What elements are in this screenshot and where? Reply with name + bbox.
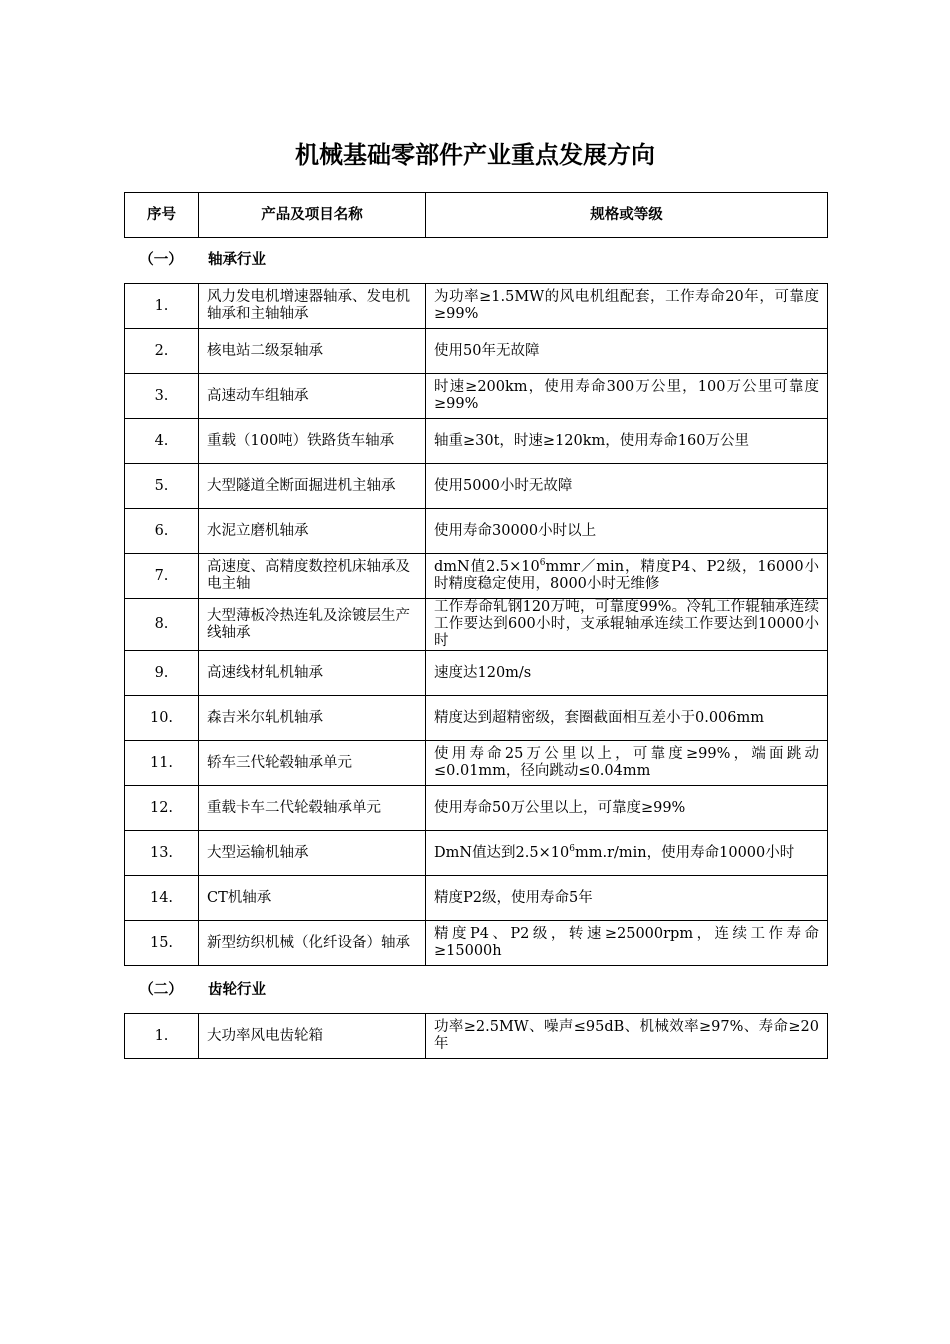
- section-name: 齿轮行业: [208, 982, 266, 998]
- spec-text-post: mmr／min，精度P4、P2级，16000小时精度稳定使用，8000小时无维修: [434, 559, 819, 592]
- row-number: 1.: [125, 284, 199, 329]
- table-row: [125, 464, 828, 509]
- row-product-name: 大型运输机轴承: [199, 831, 426, 876]
- header-row: [125, 193, 828, 238]
- row-spec: [426, 554, 828, 599]
- row-number: 11.: [125, 741, 199, 786]
- row-number: 4.: [125, 419, 199, 464]
- row-spec: 使用5000小时无故障: [426, 464, 828, 509]
- spec-text-pre: dmN值2.5×10: [434, 559, 540, 575]
- row-product-name: 大功率风电齿轮箱: [199, 1014, 426, 1059]
- section-index: （二）: [139, 982, 183, 998]
- row-product-name: 新型纺织机械（化纤设备）轴承: [199, 921, 426, 966]
- table-row: [125, 509, 828, 554]
- table-row: [125, 786, 828, 831]
- row-number: 9.: [125, 651, 199, 696]
- row-number: 12.: [125, 786, 199, 831]
- spec-exponent: 6: [569, 843, 575, 854]
- table-row: [125, 419, 828, 464]
- section-index: （一）: [139, 252, 183, 268]
- row-product-name: 高速线材轧机轴承: [199, 651, 426, 696]
- table-row: [125, 599, 828, 651]
- row-number: 15.: [125, 921, 199, 966]
- table-row: [125, 374, 828, 419]
- section-heading-gears: [124, 968, 827, 1012]
- row-product-name: 森吉米尔轧机轴承: [199, 696, 426, 741]
- row-spec: 为功率≥1.5MW的风电机组配套，工作寿命20年，可靠度≥99%: [426, 284, 828, 329]
- row-number: 2.: [125, 329, 199, 374]
- row-product-name: 重载（100吨）铁路货车轴承: [199, 419, 426, 464]
- row-number: 13.: [125, 831, 199, 876]
- row-product-name: 大型隧道全断面掘进机主轴承: [199, 464, 426, 509]
- row-number: 1.: [125, 1014, 199, 1059]
- row-spec: 速度达120m/s: [426, 651, 828, 696]
- spec-exponent: 6: [539, 558, 546, 569]
- table-row: [125, 1014, 828, 1059]
- row-product-name: 核电站二级泵轴承: [199, 329, 426, 374]
- spec-text-pre: DmN值达到2.5×10: [434, 844, 570, 861]
- row-spec: 使用寿命30000小时以上: [426, 509, 828, 554]
- row-number: 7.: [125, 554, 199, 599]
- header-table: [124, 192, 828, 238]
- section-heading-bearings: [124, 238, 827, 282]
- header-serial: 序号: [125, 193, 199, 238]
- bearing-table: [124, 283, 828, 966]
- header-product-name: 产品及项目名称: [199, 193, 426, 238]
- row-spec: 工作寿命轧钢120万吨，可靠度99%。冷轧工作辊轴承连续工作要达到600小时，支承辊轴承连续工作要达到10000小时: [426, 599, 828, 651]
- row-product-name: 轿车三代轮毂轴承单元: [199, 741, 426, 786]
- section-name: 轴承行业: [208, 252, 266, 268]
- table-row: [125, 696, 828, 741]
- row-number: 5.: [125, 464, 199, 509]
- gear-table: [124, 1013, 828, 1059]
- row-spec: 精度达到超精密级，套圈截面相互差小于0.006mm: [426, 696, 828, 741]
- table-row: [125, 921, 828, 966]
- table-row: [125, 831, 828, 876]
- row-number: 3.: [125, 374, 199, 419]
- table-row: [125, 329, 828, 374]
- row-spec: 时速≥200km，使用寿命300万公里，100万公里可靠度≥99%: [426, 374, 828, 419]
- row-product-name: 重载卡车二代轮毂轴承单元: [199, 786, 426, 831]
- table-row: [125, 554, 828, 599]
- row-spec: 精度P2级，使用寿命5年: [426, 876, 828, 921]
- row-product-name: 高速动车组轴承: [199, 374, 426, 419]
- row-spec: 使用50年无故障: [426, 329, 828, 374]
- row-product-name: 水泥立磨机轴承: [199, 509, 426, 554]
- row-spec: 精度P4、P2级，转速≥25000rpm，连续工作寿命≥15000h: [426, 921, 828, 966]
- table-row: [125, 284, 828, 329]
- table-row: [125, 741, 828, 786]
- row-number: 6.: [125, 509, 199, 554]
- header-spec: 规格或等级: [426, 193, 828, 238]
- table-row: [125, 876, 828, 921]
- row-spec: [426, 831, 828, 876]
- row-spec: 使用寿命50万公里以上，可靠度≥99%: [426, 786, 828, 831]
- row-number: 8.: [125, 599, 199, 651]
- spec-text-post: mm.r/min，使用寿命10000小时: [574, 844, 795, 861]
- row-number: 10.: [125, 696, 199, 741]
- row-number: 14.: [125, 876, 199, 921]
- row-product-name: CT机轴承: [199, 876, 426, 921]
- table-row: [125, 651, 828, 696]
- row-spec: 功率≥2.5MW、噪声≤95dB、机械效率≥97%、寿命≥20年: [426, 1014, 828, 1059]
- row-product-name: 风力发电机增速器轴承、发电机轴承和主轴轴承: [199, 284, 426, 329]
- page-title: 机械基础零部件产业重点发展方向: [295, 141, 655, 169]
- row-product-name: 大型薄板冷热连轧及涂镀层生产线轴承: [199, 599, 426, 651]
- row-spec: 使用寿命25万公里以上，可靠度≥99%，端面跳动≤0.01mm，径向跳动≤0.04mm: [426, 741, 828, 786]
- row-product-name: 高速度、高精度数控机床轴承及电主轴: [199, 554, 426, 599]
- row-spec: 轴重≥30t，时速≥120km，使用寿命160万公里: [426, 419, 828, 464]
